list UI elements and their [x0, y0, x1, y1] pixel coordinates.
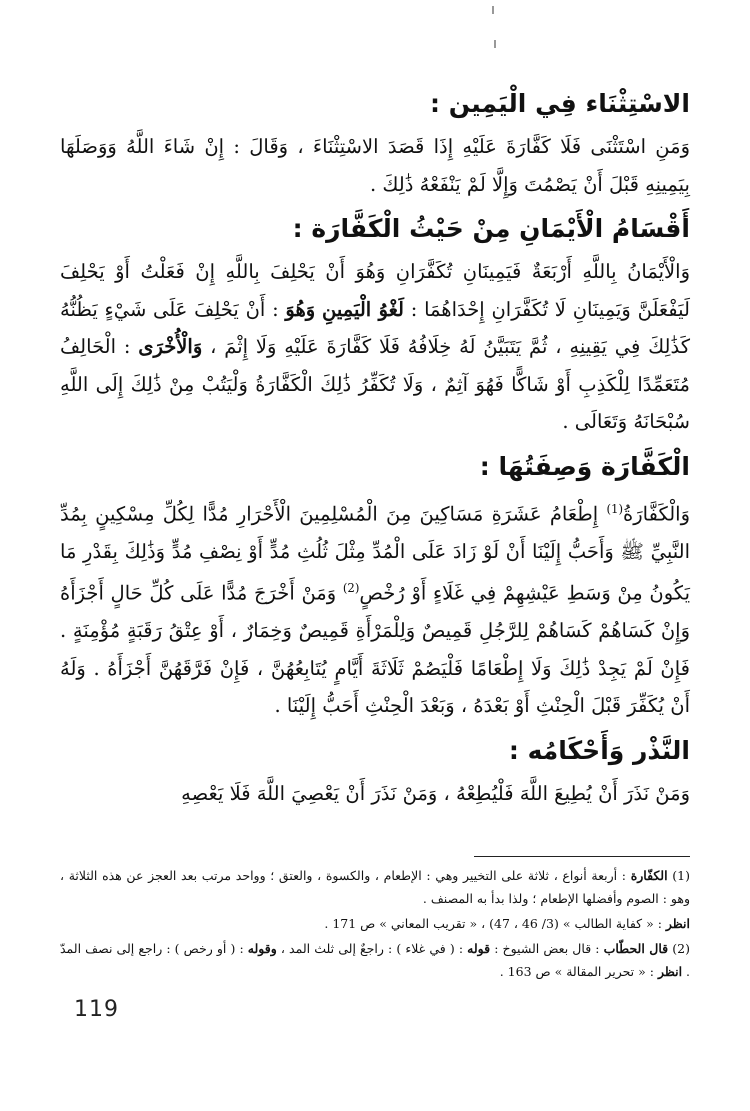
footnote-run: قوله	[467, 941, 491, 956]
footnote-run: : « كفاية الطالب » (3/ 46 ، 47) ، « تقريب المعاني » ص 171 .	[324, 916, 666, 931]
section-paragraph	[60, 775, 690, 813]
text-run: وَهُوَ	[285, 297, 316, 321]
text-run: إِطْعَامُ عَشَرَةِ مَسَاكِينَ مِنَ الْمُسْلِمِينَ الْأَحْرَارِ مُدًّا لِكُلِّ مِسْكِينٍ بِمُدِّ النَّبِيِّ ﷺ وَأَحَبُّ إِلَيْنَا أَنْ لَوْ زَادَ عَلَى الْمُدِّ مِثْلَ ثُلُثِ مُدٍّ أَوْ نِصْفِ مُدٍّ وَذَٰلِكَ بِقَدْرِ مَا يَكُونُ مِنْ وَسَطِ عَيْشِهِمْ فِي غَلَاءٍ أَوْ رُخْصٍ	[60, 502, 690, 605]
footnotes	[60, 864, 690, 985]
scan-mark	[494, 40, 496, 48]
text-run: لَغْوُ الْيَمِينِ	[321, 297, 404, 321]
main-text	[60, 78, 690, 814]
footnote-separator	[474, 856, 690, 857]
footnote-line	[60, 912, 690, 935]
footnote-run: (2)	[668, 941, 690, 956]
footnote-line	[60, 937, 690, 983]
footnote-run: : « تحرير المقالة » ص 163 .	[499, 964, 658, 979]
section-paragraph	[60, 253, 690, 441]
footnote-run: : ( في غلاء ) : راجعٌ إلى ثلث المد ،	[276, 941, 468, 956]
section-paragraph	[60, 491, 690, 725]
footnote-run: انظر	[657, 964, 683, 979]
footnote-line	[60, 864, 690, 910]
footnote-run: : قال بعض الشيوخ :	[490, 941, 604, 956]
footnote-run: قال الحطّاب	[603, 941, 669, 956]
footnote-run: انظر	[665, 916, 690, 931]
page-number: 119	[74, 997, 119, 1022]
text-run: وَالْأُخْرَى	[138, 335, 203, 358]
text-run: وَمَنْ نَذَرَ أَنْ يُطِيعَ اللَّهَ فَلْيُطِعْهُ ، وَمَنْ نَذَرَ أَنْ يَعْصِيَ اللَّهَ فَلَا يَعْصِهِ	[181, 781, 690, 805]
text-run: وَالْأَيْمَانُ بِاللَّهِ أَرْبَعَةٌ فَيَمِينَانِ تُكَفَّرَانِ وَهُوَ أَنْ يَحْلِفَ بِاللَّهِ إِنْ فَعَلْتُ أَوْ يَحْلِفَ لَيَفْعَلَنَّ وَيَمِينَانِ لَا تُكَفَّرَانِ إِحْدَاهُمَا :	[60, 260, 690, 321]
section-heading: الاسْتِثْنَاء فِي الْيَمِين :	[430, 89, 690, 118]
text-run: : الْحَالِفُ مُتَعَمِّدًا لِلْكَذِبِ أَوْ شَاكًّا فَهُوَ آثِمٌ ، وَلَا تُكَفِّرُ ذَٰلِكَ الْكَفَّارَةُ وَلْيَتُبْ مِنْ ذَٰلِكَ إِلَى اللَّهِ سُبْحَانَهُ وَتَعَالَى .	[60, 335, 690, 433]
text-run: وَالْكَفَّارَةُ	[623, 502, 690, 525]
section-heading: الْكَفَّارَة وَصِفَتُهَا :	[479, 451, 690, 481]
section-heading: أَقْسَامُ الْأَيْمَانِ مِنْ حَيْثُ الْكَفَّارَة :	[292, 214, 690, 243]
footnote-ref: (2)	[342, 581, 360, 595]
footnote-run: وقوله	[247, 941, 277, 956]
text-run: وَمَنْ أَخْرَجَ مُدًّا عَلَى كُلِّ حَالٍ أَجْزَأَهُ وَإِنْ كَسَاهُمْ كَسَاهُمْ لِلرَّجُلِ قَمِيصٌ وَلِلْمَرْأَةِ قَمِيصٌ وَخِمَارٌ ، أَوْ عِتْقُ رَقَبَةٍ مُؤْمِنَةٍ . فَإِنْ لَمْ يَجِدْ ذَٰلِكَ وَلَا إِطْعَامًا فَلْيَصُمْ ثَلَاثَةَ أَيَّامٍ يُتَابِعُهُنَّ ، فَإِنْ فَرَّقَهُنَّ أَجْزَأَهُ . وَلَهُ أَنْ يُكَفِّرَ قَبْلَ الْحِنْثِ أَوْ بَعْدَهُ ، وَبَعْدَ الْحِنْثِ أَحَبُّ إِلَيْنَا .	[60, 581, 690, 717]
footnote-run: (1)	[667, 868, 690, 883]
footnote-ref: (1)	[606, 501, 624, 516]
section-heading: النَّذْر وَأَحْكَامُه :	[508, 735, 690, 765]
text-run	[315, 298, 322, 321]
footnote-run: الكفّارة	[630, 868, 668, 883]
footnote-run: : ( أو رخص ) : راجع إلى نصف المدّ .	[60, 941, 690, 979]
scan-mark	[492, 6, 494, 14]
text-run: وَمَنِ اسْتَثْنَى فَلَا كَفَّارَةَ عَلَيْهِ إِذَا قَصَدَ الاسْتِثْنَاءَ ، وَقَالَ : إِنْ شَاءَ اللَّهُ وَوَصَلَهَا بِيَمِينِهِ قَبْلَ أَنْ يَصْمُتَ وَإِلَّا لَمْ يَنْفَعْهُ ذَٰلِكَ .	[60, 135, 690, 196]
footnote-run: : أربعة أنواع ، ثلاثة على التخيير وهي : الإطعام ، والكسوة ، والعتق ؛ وواحد مرتب بعد العجز عن هذه الثلاثة ، وهو : الصوم وأفضلها الإطعام ؛ ولذا بدأ به المصنف .	[60, 868, 690, 906]
section-paragraph	[60, 128, 690, 203]
text-run: : أَنْ يَحْلِفَ عَلَى شَيْءٍ يَظُنُّهُ كَذَٰلِكَ فِي يَقِينِهِ ، ثُمَّ يَتَبَيَّنُ لَهُ خِلَافُهُ فَلَا كَفَّارَةَ عَلَيْهِ وَلَا إِثْمَ ،	[60, 297, 691, 358]
